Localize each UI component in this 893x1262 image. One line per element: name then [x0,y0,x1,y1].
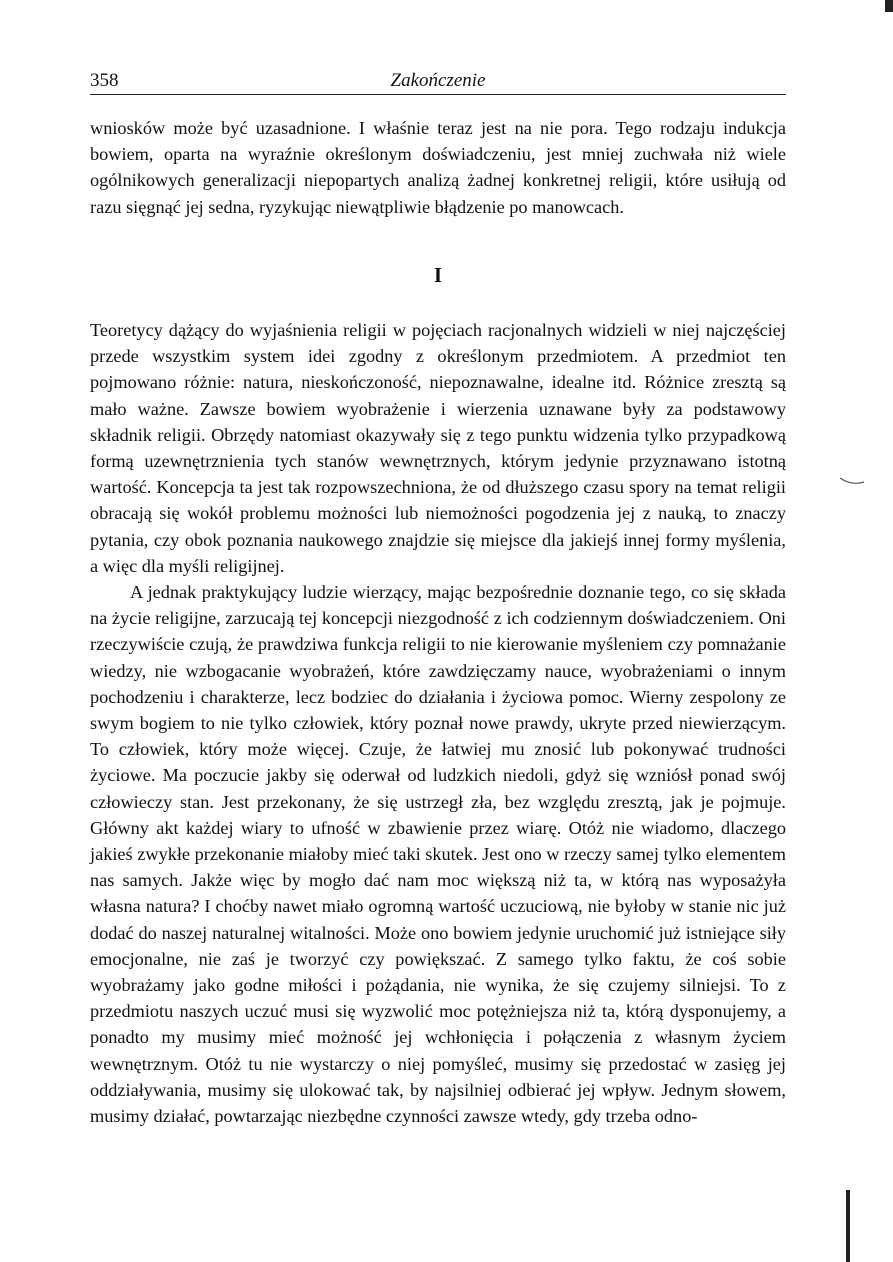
scan-edge-mark [885,0,893,12]
scan-edge-mark-bottom [846,1190,850,1262]
continuation-paragraph: wniosków może być uzasadnione. I właśnie teraz jest na nie pora. Tego rodzaju indukcja bowiem, oparta na wyraźnie określonym doświadczeniu, jest mniej zuchwała niż wiele ogólnikowych generalizacji niepopartych analizą żadnej konkretnej religii, które usiłują od razu sięgnąć jej sedna, ryzykując niewątpliwie błądzenie po manowcach. [90,118,786,217]
running-title: Zakończenie [390,70,486,91]
running-header [90,70,786,95]
margin-pencil-mark [838,470,878,490]
section-number: I [433,263,443,287]
paragraph-2: A jednak praktykujący ludzie wierzący, mając bezpośrednie doznanie tego, co się składa na życie religijne, zarzucają tej koncepcji niezgodność z ich codziennym doświadczeniem. Oni rzeczywiście czują, że prawdziwa funkcja religii to nie kierowanie myśleniem czy pomnażanie wiedzy, nie wzbogacanie wyobrażeń, które zawdzięczamy nauce, wyobrażeniami o innym pochodzeniu i charakterze, lecz bodziec do działania i życiowa pomoc. Wierny zespolony ze swym bogiem to nie tylko człowiek, który poznał nowe prawdy, ukryte przed niewierzącym. To człowiek, który może więcej. Czuje, że łatwiej mu znosić lub pokonywać trudności życiowe. Ma poczucie jakby się oderwał od ludzkich niedoli, gdyż się wzniósł ponad swój człowieczy stan. Jest przekonany, że się ustrzegł zła, bez względu zresztą, jak je pojmuje. Główny akt każdej wiary to ufność w zbawienie przez wiarę. Otóż nie wiadomo, dlaczego jakieś zwykłe przekonanie miałoby mieć taki skutek. Jest ono w rzeczy samej tylko elementem nas samych. Jakże więc by mogło dać nam moc większą niż ta, w którą nas wyposażyła własna natura? I choćby nawet miało ogromną wartość uczuciową, nie byłoby w stanie nic już dodać do naszej naturalnej witalności. Może ono bowiem jedynie uruchomić już istniejące siły emocjonalne, nie zaś je tworzyć czy powiększać. Z samego tylko faktu, że coś sobie wyobrażamy jako godne miłości i pożądania, nie wynika, że się czujemy silniejsi. To z przedmiotu naszych uczuć musi się wyzwolić moc potężniejsza niż ta, którą dysponujemy, a ponadto my musimy mieć możność jej wchłonięcia i połączenia z własnym życiem wewnętrznym. Otóż tu nie wystarczy o niej pomyśleć, musimy się przedostać w zasięg jej oddziaływania, musimy się ulokować tak, by najsilniej odbierać jej wpływ. Jednym słowem, musimy działać, powtarzając niezbędne czynności zawsze wtedy, gdy trzeba odno- [90,582,786,1127]
page-number: 358 [90,70,119,91]
continuation-paragraph-block [90,115,786,220]
paragraph-1: Teoretycy dążący do wyjaśnienia religii w pojęciach racjonalnych widzieli w niej najczęściej przede wszystkim system idei zgodny z określonym przedmiotem. A przedmiot ten pojmowano różnie: natura, nieskończoność, niepoznawalne, idealne itd. Różnice zresztą są mało ważne. Zawsze bowiem wyobrażenie i wierzenia uznawane były za podstawowy składnik religii. Obrzędy natomiast okazywały się z tego punktu widzenia tylko przypadkową formą uzewnętrznienia tych stanów wewnętrznych, którym jedynie przyznawano istotną wartość. Koncepcja ta jest tak rozpowszechniona, że od dłuższego czasu spory na temat religii obracają się wokół problemu możności lub niemożności pogodzenia jej z nauką, to znaczy pytania, czy obok poznania naukowego znajdzie się miejsce dla jakiejś innej formy myślenia, a więc dla myśli religijnej. [90,320,786,576]
section-body [90,317,786,1129]
